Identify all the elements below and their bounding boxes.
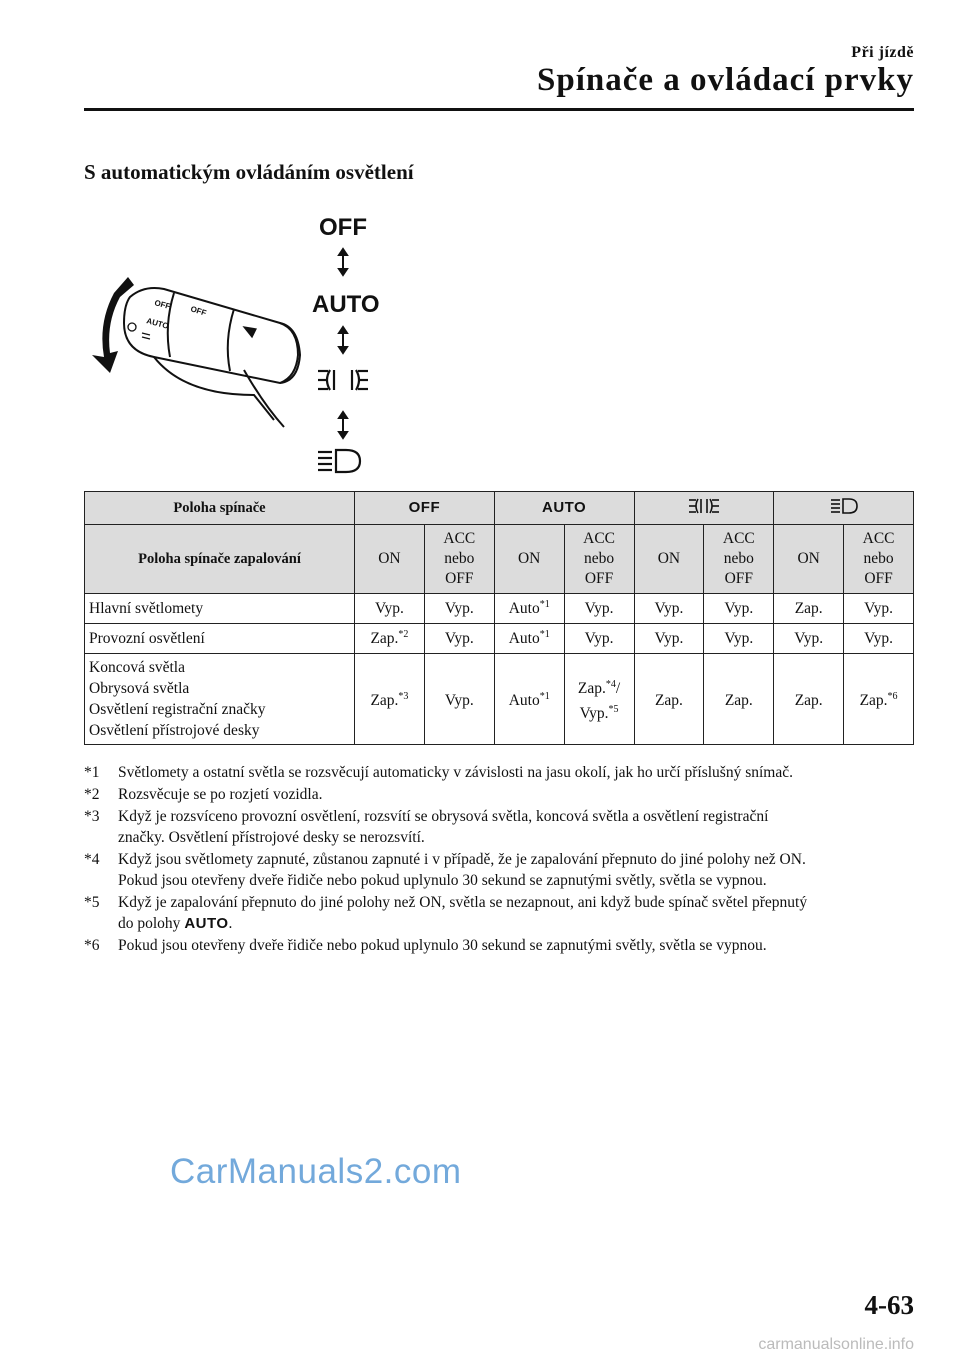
header-section: Při jízdě xyxy=(851,44,914,61)
footnote-text: Když je rozsvíceno provozní osvětlení, rozsvítí se obrysová světla, koncová světla a osvětlení registrační značky. Osvětlení přístrojové desky se nerozsvítí. xyxy=(118,808,769,846)
table-cell: Zap.$^{*2}$ xyxy=(355,624,425,654)
header-ignition-label: Poloha spínače zapalování xyxy=(85,525,355,594)
table-row xyxy=(85,654,914,745)
figure-label-off: OFF xyxy=(319,214,367,241)
table-row xyxy=(85,594,914,624)
table-cell: Auto$^{*1}$ xyxy=(494,594,564,624)
header-rule xyxy=(84,108,914,111)
section-title: S automatickým ovládáním osvětlení xyxy=(84,160,414,184)
figure-label-auto: AUTO xyxy=(312,291,380,318)
double-arrow-icon xyxy=(339,249,347,275)
footnote-text: Rozsvěcuje se po rozjetí vozidla. xyxy=(118,786,323,803)
light-switch-table xyxy=(84,491,914,745)
ignition-acc: ACC nebo OFF xyxy=(564,525,634,594)
ignition-on: ON xyxy=(634,525,704,594)
footnote xyxy=(84,806,914,848)
table-cell: Vyp. xyxy=(564,594,634,624)
page-number: 4-63 xyxy=(864,1290,914,1320)
table-cell: Vyp. xyxy=(844,624,914,654)
footnote-mark: *4 xyxy=(84,851,100,868)
table-cell: Zap.$^{*6}$ xyxy=(844,654,914,745)
footnote xyxy=(84,784,914,805)
row-label: Koncová světla Obrysová světla Osvětlení registrační značky Osvětlení přístrojové desky xyxy=(85,654,355,745)
footnote-text: Když je zapalování přepnuto do jiné polohy než ON, světla se nezapnout, ani když bude spínač světel přepnutý do polohy AUTO. xyxy=(118,894,808,932)
table-cell: Vyp. xyxy=(844,594,914,624)
table-header-ignition xyxy=(85,525,914,594)
footnote xyxy=(84,892,914,934)
footer-site: carmanualsonline.info xyxy=(758,1336,914,1353)
lever-label-off-1: OFF xyxy=(153,298,172,312)
footnotes xyxy=(84,762,914,957)
table-cell: Vyp. xyxy=(634,594,704,624)
ignition-on: ON xyxy=(355,525,425,594)
table-row xyxy=(85,624,914,654)
footnote-mark: *3 xyxy=(84,808,100,825)
table-cell: Zap. xyxy=(774,654,844,745)
ignition-acc: ACC nebo OFF xyxy=(424,525,494,594)
table-cell: Zap.$^{*3}$ xyxy=(355,654,425,745)
footnote-text: Světlomety a ostatní světla se rozsvěcují automaticky v závislosti na jasu okolí, jak ho určí příslušný snímač. xyxy=(118,764,793,781)
footnote-mark: *6 xyxy=(84,937,100,954)
footnote-text: Pokud jsou otevřeny dveře řidiče nebo pokud uplynulo 30 sekund se zapnutými světly, světla se vypnou. xyxy=(118,937,767,954)
table-cell: Vyp. xyxy=(424,594,494,624)
table-cell: Zap. xyxy=(634,654,704,745)
ignition-on: ON xyxy=(494,525,564,594)
header-position-parking xyxy=(634,492,774,525)
row-label: Hlavní světlomety xyxy=(85,594,355,624)
header-position-headlight xyxy=(774,492,914,525)
header-position-label: Poloha spínače xyxy=(85,492,355,525)
footnote-mark: *2 xyxy=(84,786,100,803)
table-cell: Vyp. xyxy=(634,624,704,654)
table-cell: Vyp. xyxy=(704,594,774,624)
footnote xyxy=(84,762,914,783)
table-cell: Auto$^{*1}$ xyxy=(494,654,564,745)
footnote-mark: *5 xyxy=(84,894,100,911)
light-switch-figure xyxy=(84,205,404,480)
table-cell: Vyp. xyxy=(424,654,494,745)
switch-lever xyxy=(124,288,300,427)
footnote xyxy=(84,849,914,891)
footnote-mark: *1 xyxy=(84,764,100,781)
parking-light-icon xyxy=(686,497,722,515)
page-title: Spínače a ovládací prvky xyxy=(537,62,914,98)
auto-symbol: AUTO xyxy=(184,915,229,932)
table-cell: Vyp. xyxy=(355,594,425,624)
table-cell: Zap.$^{*4}$/ Vyp.$^{*5}$ xyxy=(564,654,634,745)
footnote xyxy=(84,935,914,956)
parking-light-icon xyxy=(318,370,368,390)
table-cell: Vyp. xyxy=(424,624,494,654)
row-label: Provozní osvětlení xyxy=(85,624,355,654)
table-header-position xyxy=(85,492,914,525)
table-cell: Zap. xyxy=(774,594,844,624)
double-arrow-icon xyxy=(339,412,347,438)
table-cell: Vyp. xyxy=(774,624,844,654)
table-cell: Vyp. xyxy=(564,624,634,654)
footnote-text: Když jsou světlomety zapnuté, zůstanou zapnuté i v případě, že je zapalování přepnuto do jiné polohy než ON. Pokud jsou otevřeny dveře řidiče nebo pokud uplynulo 30 sekund se zapnutými světly, světla se vypnou. xyxy=(118,851,806,889)
lever-label-off-2: OFF xyxy=(189,304,208,318)
header-position-off: OFF xyxy=(355,492,495,525)
table-cell: Vyp. xyxy=(704,624,774,654)
lever-label-auto: AUTO xyxy=(145,316,170,331)
ignition-acc: ACC nebo OFF xyxy=(704,525,774,594)
headlight-icon xyxy=(318,450,360,472)
header-position-auto: AUTO xyxy=(494,492,634,525)
table-cell: Zap. xyxy=(704,654,774,745)
ignition-on: ON xyxy=(774,525,844,594)
ignition-acc: ACC nebo OFF xyxy=(844,525,914,594)
table-cell: Auto$^{*1}$ xyxy=(494,624,564,654)
double-arrow-icon xyxy=(339,327,347,353)
watermark: CarManuals2.com xyxy=(170,1152,462,1191)
headlight-icon xyxy=(829,497,859,515)
